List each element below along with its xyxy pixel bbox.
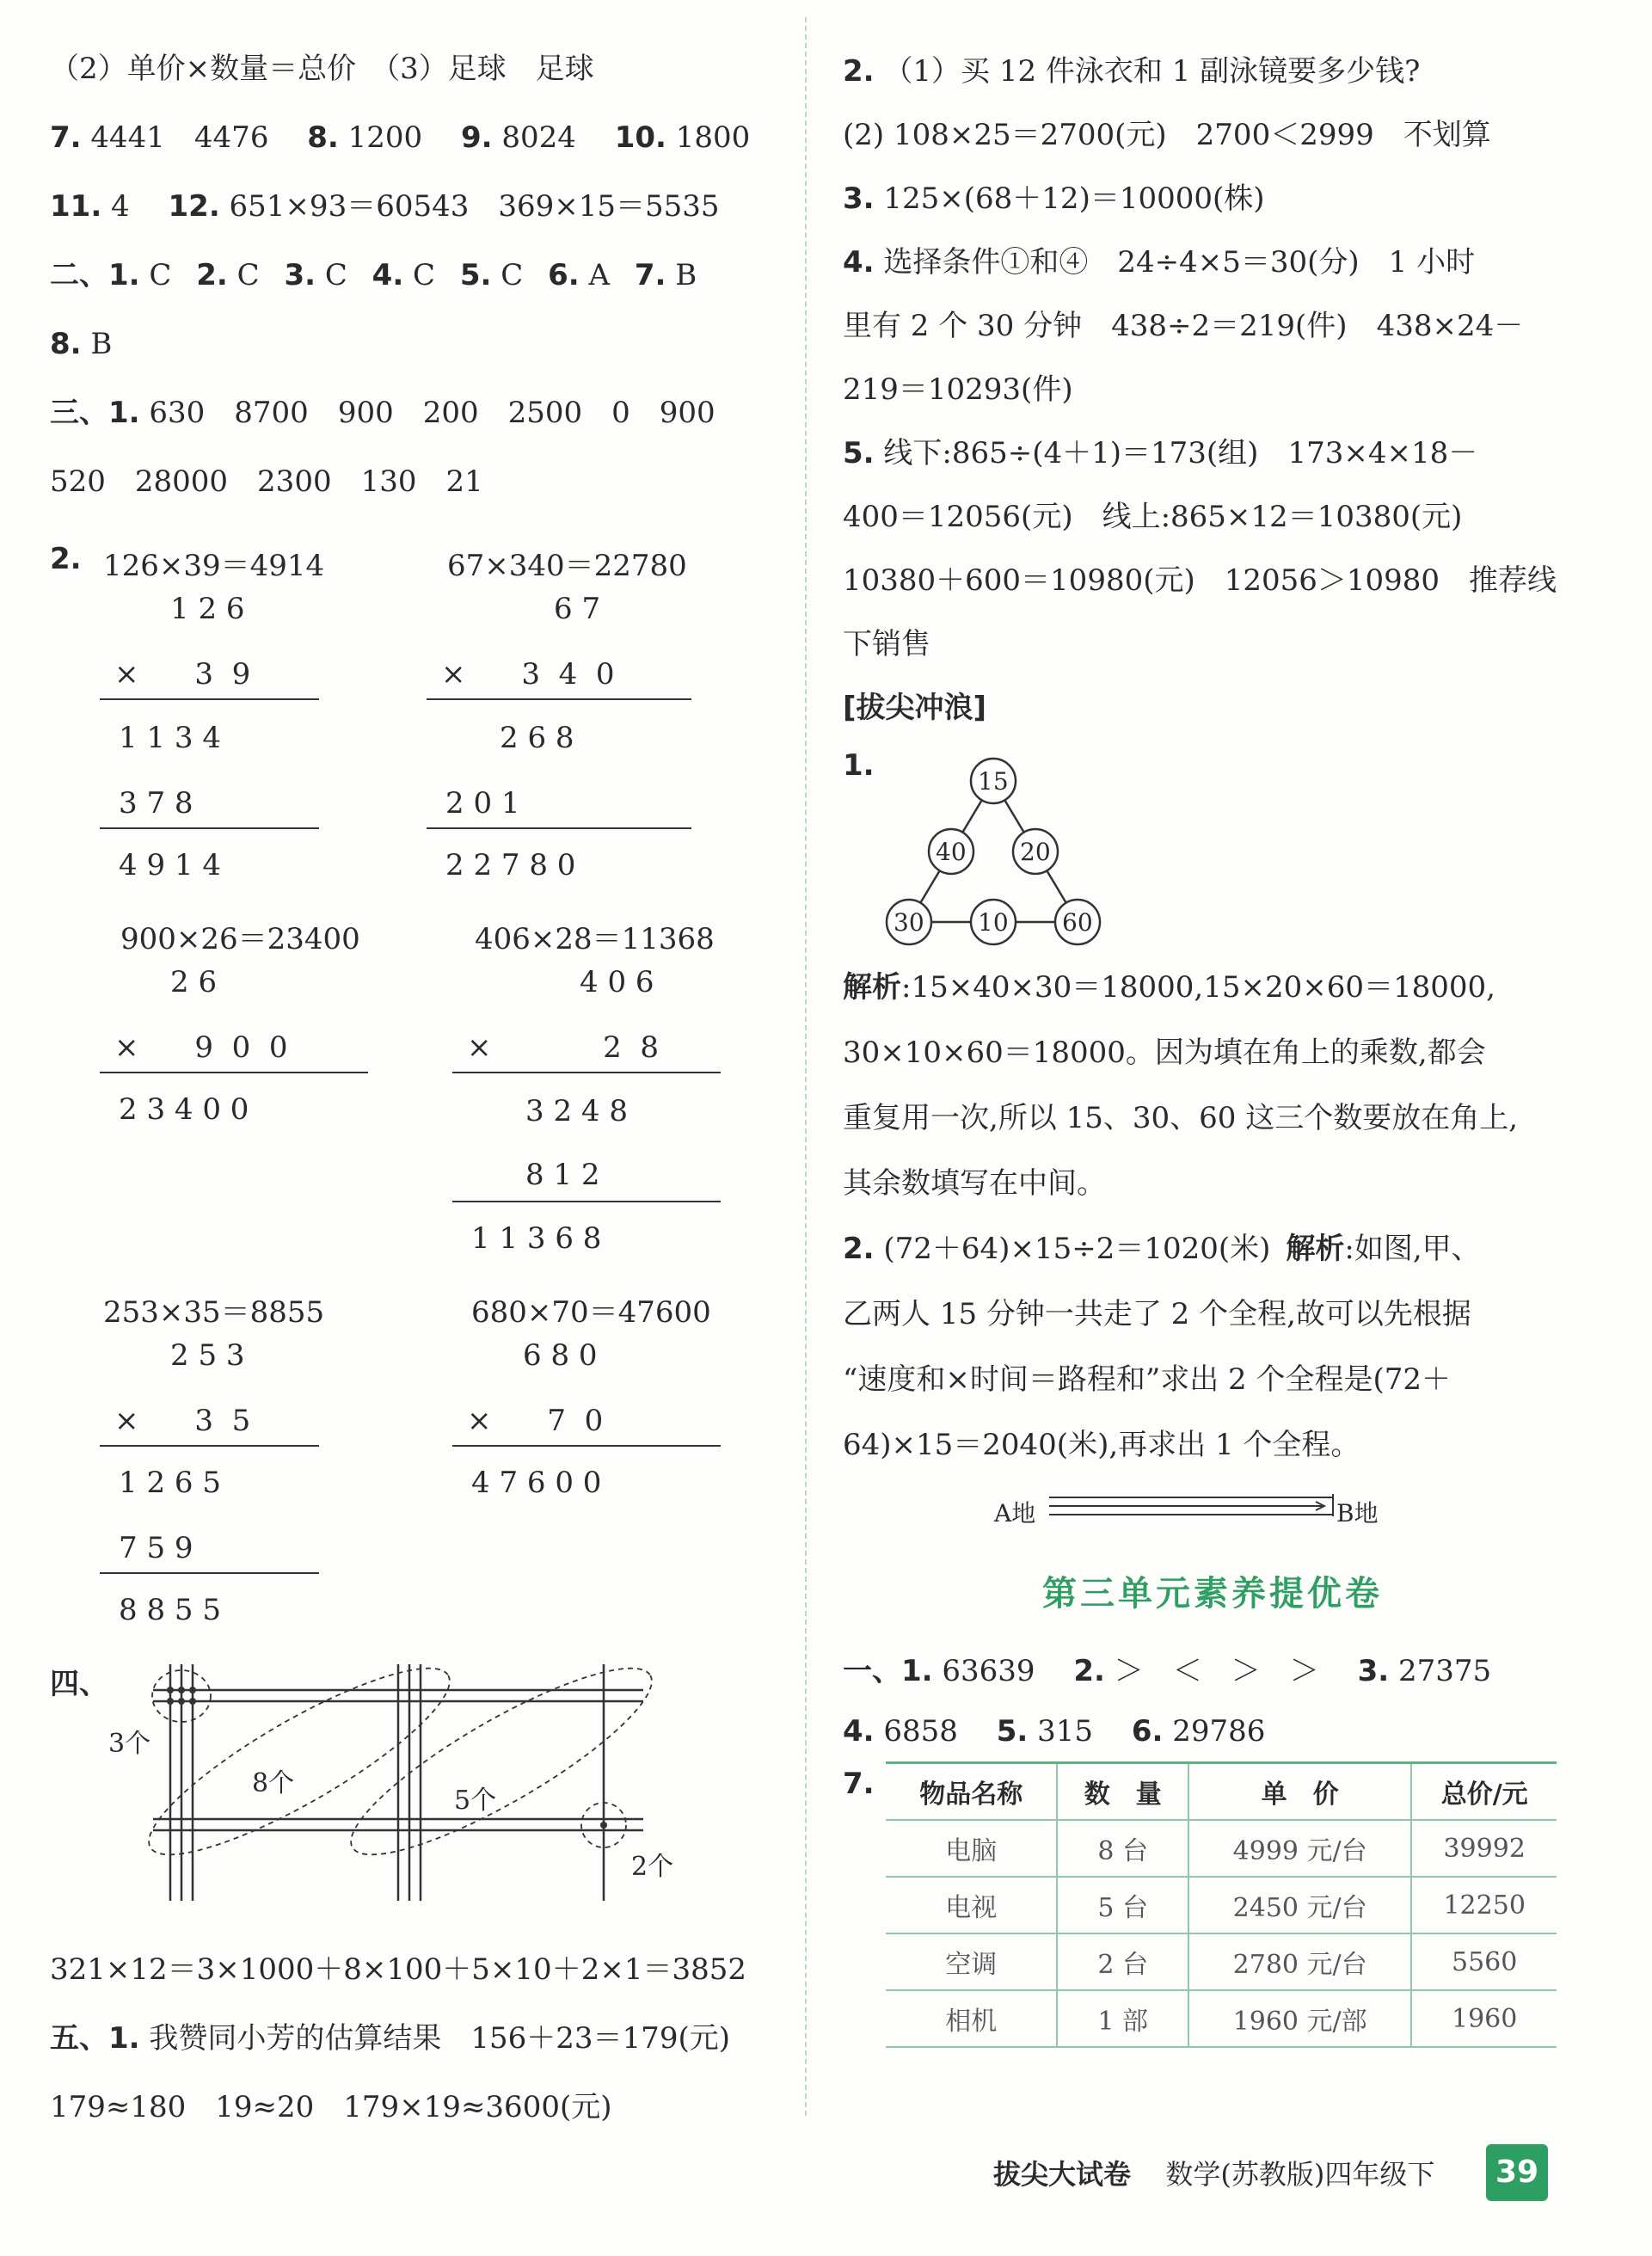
answer-line: 4. 6858 5. 315 6. 29786 — [843, 1714, 1266, 1749]
page-number: 39 — [1486, 2144, 1548, 2201]
answer-line: 400＝12056(元) 线上:865×12＝10380(元) — [843, 500, 1463, 534]
table-cell: 2 台 — [1057, 1933, 1188, 1990]
analysis-line: “速度和×时间＝路程和”求出 2 个全程是(72＋ — [843, 1362, 1452, 1397]
answer-line: 7. 4441 4476 8. 1200 9. 8024 10. 1800 — [50, 120, 751, 155]
table-row — [886, 1990, 1557, 2047]
table-header: 总价/元 — [1411, 1763, 1557, 1821]
calc-rule — [427, 698, 691, 700]
table-row — [886, 1877, 1557, 1933]
vertical-calcs — [50, 542, 789, 1626]
lines-diagram — [50, 1660, 789, 1918]
count-label: 2个 — [631, 1852, 674, 1882]
section-number: 四、 — [50, 1667, 108, 1701]
calc-row: 7 5 9 — [119, 1531, 193, 1565]
calc-row: 2 6 8 — [500, 721, 574, 755]
analysis-line: 重复用一次,所以 15、30、60 这三个数要放在角上, — [843, 1101, 1519, 1135]
intersection-lines — [101, 1660, 703, 1918]
right-column — [843, 34, 1565, 2037]
calc-row: 2 2 7 8 0 — [445, 848, 576, 882]
calc-row: 2 5 3 — [170, 1338, 245, 1373]
triangle-puzzle — [843, 740, 1565, 955]
count-label: 8个 — [252, 1768, 295, 1798]
answer-line: 11. 4 12. 651×93＝60543 369×15＝5535 — [50, 189, 720, 224]
calc-row: 1 2 6 5 — [119, 1466, 221, 1500]
tri-number: 20 — [1020, 838, 1051, 866]
calc-row: × 9 0 0 — [114, 1030, 288, 1065]
calc-row: 3 2 4 8 — [525, 1094, 628, 1128]
table-cell: 相机 — [886, 1990, 1057, 2047]
calc-title: 900×26＝23400 — [120, 922, 360, 956]
table-cell: 5560 — [1411, 1933, 1557, 1990]
tri-number: 40 — [936, 838, 967, 866]
calc-rule — [100, 827, 319, 829]
price-table-section — [843, 1761, 1565, 2037]
column-divider — [805, 17, 807, 2116]
answer-line: 2. (72＋64)×15÷2＝1020(米) 解析:如图,甲、 — [843, 1232, 1481, 1266]
calc-row: × 3 9 — [114, 657, 251, 692]
table-cell: 12250 — [1411, 1877, 1557, 1933]
table-cell: 电脑 — [886, 1820, 1057, 1877]
calc-row: × 3 4 0 — [441, 657, 615, 692]
section-bracket-title: [拔尖冲浪] — [843, 691, 987, 725]
analysis-line: 64)×15＝2040(米),再求出 1 个全程。 — [843, 1428, 1360, 1462]
table-row — [886, 1933, 1557, 1990]
calc-row: 6 7 — [554, 592, 601, 626]
calc-row: 6 8 0 — [523, 1338, 598, 1373]
calc-row: × 7 0 — [467, 1404, 604, 1438]
answer-line: 三、1. 630 8700 900 200 2500 0 900 — [50, 396, 715, 430]
route-end-label: B地 — [1336, 1499, 1379, 1528]
question-number: 7. — [843, 1767, 875, 1801]
left-bottom — [50, 1935, 798, 2142]
calc-row: × 2 8 — [467, 1030, 660, 1065]
left-column — [50, 34, 798, 2124]
question-number: 2. — [50, 542, 82, 576]
tri-number: 30 — [894, 908, 924, 937]
table-cell: 1960 — [1411, 1990, 1557, 2047]
calc-title: 680×70＝47600 — [471, 1295, 711, 1330]
count-label: 5个 — [454, 1786, 497, 1816]
table-cell: 电视 — [886, 1877, 1057, 1933]
table-cell: 2780 元/台 — [1188, 1933, 1411, 1990]
footer-subject: 数学(苏教版)四年级下 — [1165, 2158, 1435, 2191]
table-cell: 5 台 — [1057, 1877, 1188, 1933]
count-label: 3个 — [108, 1729, 151, 1759]
calc-row: 8 8 5 5 — [119, 1593, 221, 1627]
table-row — [886, 1820, 1557, 1877]
calc-rule — [100, 1072, 368, 1073]
analysis-line: 其余数填写在中间。 — [843, 1166, 1106, 1201]
analysis-line: 乙两人 15 分钟一共走了 2 个全程,故可以先根据 — [843, 1297, 1471, 1331]
calc-title: 406×28＝11368 — [475, 922, 715, 956]
answer-line: 520 28000 2300 130 21 — [50, 464, 483, 499]
calc-row: 2 0 1 — [445, 786, 520, 821]
calc-row: 4 7 6 0 0 — [471, 1466, 602, 1500]
tri-number: 10 — [978, 908, 1009, 937]
calc-rule — [100, 1445, 319, 1447]
calc-title: 253×35＝8855 — [103, 1295, 325, 1330]
answer-line: （2）单价×数量＝总价 （3）足球 足球 — [50, 52, 594, 86]
answer-line: 321×12＝3×1000＋8×100＋5×10＋2×1＝3852 — [50, 1952, 746, 1987]
route-start-label: A地 — [994, 1499, 1036, 1528]
table-cell: 1960 元/部 — [1188, 1990, 1411, 2047]
answer-line: 8. B — [50, 327, 113, 361]
tri-number: 15 — [978, 767, 1009, 796]
page-footer — [0, 2137, 1652, 2206]
calc-row: 2 3 4 0 0 — [119, 1092, 249, 1127]
calc-rule — [452, 1201, 721, 1202]
calc-rule — [100, 698, 319, 700]
calc-row: 3 7 8 — [119, 786, 193, 821]
answer-line: 179≈180 19≈20 179×19≈3600(元) — [50, 2090, 612, 2124]
table-cell: 39992 — [1411, 1820, 1557, 1877]
calc-rule — [452, 1445, 721, 1447]
answer-line: 5. 线下:865÷(4＋1)＝173(组) 173×4×18－ — [843, 436, 1478, 470]
calc-row: 4 9 1 4 — [119, 848, 221, 882]
analysis-line: 解析:15×40×30＝18000,15×20×60＝18000, — [843, 970, 1495, 1005]
calc-rule — [100, 1572, 319, 1574]
price-table — [886, 1761, 1557, 2048]
calc-title: 67×340＝22780 — [447, 549, 687, 583]
answer-line: 2. （1）买 12 件泳衣和 1 副泳镜要多少钱? — [843, 54, 1421, 89]
table-cell: 2450 元/台 — [1188, 1877, 1411, 1933]
tri-number: 60 — [1062, 908, 1093, 937]
answer-line: 一、1. 63639 2. ＞ ＜ ＞ ＞ 3. 27375 — [843, 1654, 1492, 1688]
calc-row: 1 1 3 6 8 — [471, 1221, 602, 1256]
footer-brand: 拔尖大试卷 — [993, 2158, 1132, 2191]
calc-rule — [452, 1072, 721, 1073]
table-cell: 1 部 — [1057, 1990, 1188, 2047]
answer-line: 219＝10293(件) — [843, 372, 1073, 407]
answer-line: 二、1. C 2. C 3. C 4. C 5. C 6. A 7. B — [50, 258, 697, 292]
answer-line: 4. 选择条件①和④ 24÷4×5＝30(分) 1 小时 — [843, 245, 1476, 280]
table-header: 单 价 — [1188, 1763, 1411, 1821]
table-cell: 8 台 — [1057, 1820, 1188, 1877]
answer-line: 3. 125×(68＋12)＝10000(株) — [843, 181, 1265, 216]
unit-title: 第三单元素养提优卷 — [1042, 1574, 1383, 1614]
answer-line: (2) 108×25＝2700(元) 2700＜2999 不划算 — [843, 118, 1491, 152]
answer-line: 下销售 — [843, 627, 930, 661]
analysis-line: 30×10×60＝18000。因为填在角上的乘数,都会 — [843, 1036, 1486, 1070]
calc-rule — [427, 827, 691, 829]
calc-row: 2 6 — [170, 965, 218, 999]
calc-title: 126×39＝4914 — [103, 549, 325, 583]
table-header: 物品名称 — [886, 1763, 1057, 1821]
answer-line: 五、1. 我赞同小芳的估算结果 156＋23＝179(元) — [50, 2021, 730, 2056]
table-cell: 4999 元/台 — [1188, 1820, 1411, 1877]
calc-row: 4 0 6 — [580, 965, 654, 999]
table-cell: 空调 — [886, 1933, 1057, 1990]
table-header: 数 量 — [1057, 1763, 1188, 1821]
route-diagram — [843, 1478, 1565, 1546]
calc-row: 1 1 3 4 — [119, 721, 221, 755]
answer-line: 里有 2 个 30 分钟 438÷2＝219(件) 438×24－ — [843, 309, 1524, 343]
calc-row: 1 2 6 — [170, 592, 245, 626]
question-number: 1. — [843, 748, 875, 783]
calc-row: × 3 5 — [114, 1404, 251, 1438]
answer-line: 10380＋600＝10980(元) 12056＞10980 推荐线 — [843, 563, 1557, 598]
calc-row: 8 1 2 — [525, 1158, 600, 1192]
